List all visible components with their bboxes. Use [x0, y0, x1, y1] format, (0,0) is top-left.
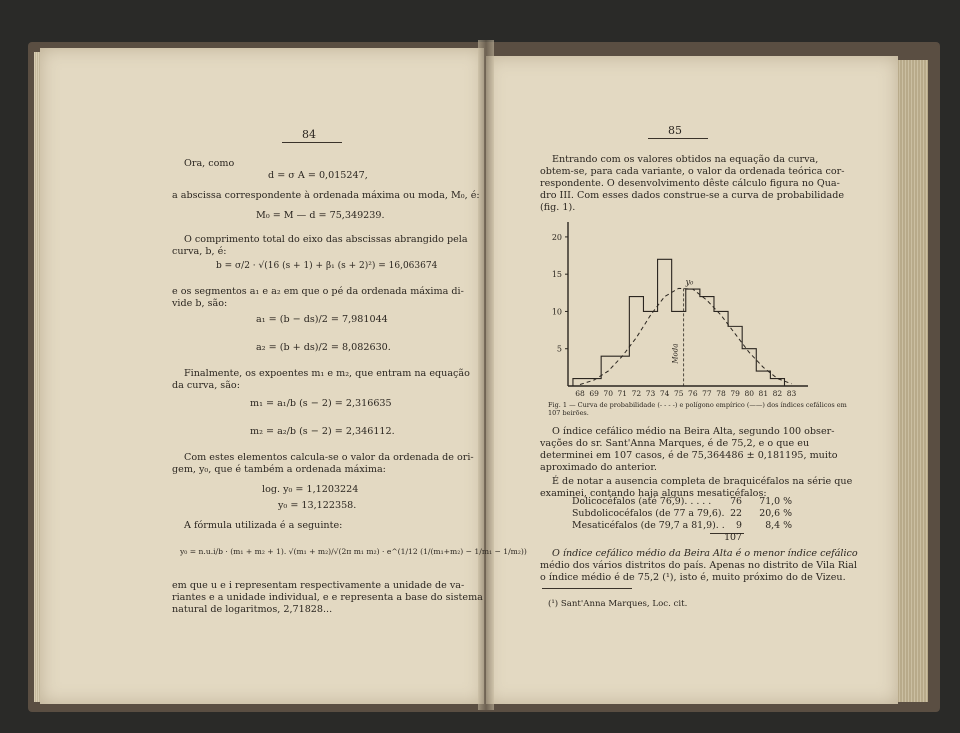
probability-chart [538, 216, 828, 400]
x-tick-label: 69 [589, 389, 599, 398]
x-tick-label: 78 [716, 389, 726, 398]
cephalic-table [572, 496, 802, 546]
x-tick-label: 76 [688, 389, 698, 398]
table-cell-count: 9 [736, 520, 742, 531]
text-line: dro III. Com esses dados construe-se a curva de probabilidade [540, 190, 845, 201]
x-tick-label: 70 [603, 389, 613, 398]
text-line: O comprimento total do eixo das abscissas abrangido pela [184, 234, 468, 245]
text-line: obtem-se, para cada variante, o valor da ordenada teórica cor- [540, 166, 845, 177]
text-line: riantes e a unidade individual, e e representa a base do sistema [172, 592, 483, 603]
y-tick-label: 10 [551, 307, 562, 317]
footnote-rule [542, 588, 632, 589]
formula: m₁ = a₁/b (s − 2) = 2,316635 [250, 398, 392, 409]
table-cell-count: 76 [730, 496, 742, 507]
page-number-rule [282, 142, 342, 143]
text-line: o índice médio é de 75,2 (¹), isto é, muito próximo do de Vizeu. [540, 572, 846, 583]
book-gutter [478, 40, 494, 710]
text-line: O índice cefálico médio da Beira Alta é o menor índice cefálico [552, 548, 858, 559]
table-cell-percent: 71,0 % [759, 496, 792, 507]
x-tick-label: 79 [730, 389, 740, 398]
x-tick-label: 83 [786, 389, 797, 398]
text-line: médio dos vários distritos do país. Apenas no distrito de Vila Rial [540, 560, 857, 571]
text-line: (fig. 1). [540, 202, 576, 213]
text-line: em que u e i representam respectivamente a unidade de va- [172, 580, 465, 591]
figure-caption: Fig. 1 — Curva de probabilidade (- - - -) e polígono empírico (——) dos índices cefálicos em 107 beirões. [548, 401, 847, 417]
x-tick-label: 82 [772, 389, 783, 398]
right-page-edges [896, 60, 928, 702]
text-line: da curva, são: [172, 380, 240, 391]
text-line: vações do sr. Sant'Anna Marques, é de 75,2, e o que eu [540, 438, 810, 449]
formula: a₁ = (b − ds)/2 = 7,981044 [256, 314, 388, 325]
footnote: (¹) Sant'Anna Marques, Loc. cit. [548, 599, 688, 609]
text-line: determinei em 107 casos, é de 75,364486 ± 0,181195, muito [540, 450, 838, 461]
y-tick-label: 5 [556, 344, 562, 354]
text-line: gem, y₀, que é também a ordenada máxima: [172, 464, 386, 475]
moda-annotation: Moda [671, 343, 680, 364]
formula: m₂ = a₂/b (s − 2) = 2,346112. [250, 426, 395, 437]
chart-marks [573, 259, 799, 386]
y-tick-label: 15 [551, 270, 562, 280]
x-tick-label: 75 [673, 389, 684, 398]
text-line: e os segmentos a₁ e a₂ em que o pé da ordenada máxima di- [172, 286, 464, 297]
text-line: respondente. O desenvolvimento dêste cálculo figura no Qua- [540, 178, 840, 189]
text-line: Entrando com os valores obtidos na equação da curva, [552, 154, 819, 165]
table-cell-percent: 8,4 % [765, 520, 792, 531]
text-line: vide b, são: [172, 298, 228, 309]
page-number-left: 84 [302, 128, 316, 141]
x-tick-label: 68 [575, 389, 585, 398]
y-tick-label: 20 [551, 232, 562, 242]
text-line: O índice cefálico médio na Beira Alta, segundo 100 obser- [552, 426, 835, 437]
text-line: a abscissa correspondente à ordenada máxima ou moda, M₀, é: [172, 190, 480, 201]
text-line: M₀ = M — d = 75,349239. [256, 210, 385, 221]
y0-annotation: y₀ [685, 277, 694, 287]
table-cell-percent: 20,6 % [759, 508, 792, 519]
table-cell-label: Subdolicocéfalos (de 77 a 79,6). [572, 508, 725, 519]
page-number-rule [648, 138, 708, 139]
text-line: Finalmente, os expoentes m₁ e m₂, que entram na equação [184, 368, 470, 379]
x-tick-label: 77 [702, 389, 712, 398]
x-tick-label: 72 [631, 389, 642, 398]
table-total: 107 [724, 532, 742, 543]
text-line: natural de logaritmos, 2,71828... [172, 604, 333, 615]
table-cell-count: 22 [730, 508, 742, 519]
text-line: Com estes elementos calcula-se o valor da ordenada de ori- [184, 452, 474, 463]
text-line: Ora, como [184, 158, 235, 169]
x-tick-label: 73 [645, 389, 656, 398]
text-line: d = σ A = 0,015247, [268, 170, 368, 181]
text-line: É de notar a ausencia completa de braquicéfalos na série que [552, 476, 853, 487]
formula: y₀ = 13,122358. [278, 500, 357, 511]
x-tick-label: 74 [659, 389, 670, 398]
table-cell-label: Mesaticéfalos (de 79,7 a 81,9). . [572, 520, 725, 531]
formula: b = σ/2 · √(16 (s + 1) + β₁ (s + 2)²) = 16,063674 [216, 261, 438, 271]
formula: a₂ = (b + ds)/2 = 8,082630. [256, 342, 391, 353]
x-tick-label: 80 [744, 389, 755, 398]
formula: y₀ = n.u.i/b · (m₁ + m₂ + 1). √(m₁ + m₂)/√(2π m₁ m₂) · e^(1/12 (1/(m₁+m₂) − 1/m₁ − 1/m₂)) [180, 547, 527, 556]
x-tick-label: 81 [758, 389, 769, 398]
text-line: curva, b, é: [172, 246, 227, 257]
formula: log. y₀ = 1,1203224 [262, 484, 359, 495]
table-cell-label: Dolicocéfalos (até 76,9). . . . . [572, 496, 712, 507]
page-number-right: 85 [668, 124, 682, 137]
text-line: examinei, contando haja alguns mesaticéfalos: [540, 488, 767, 499]
text-line: A fórmula utilizada é a seguinte: [184, 520, 343, 531]
x-tick-label: 71 [617, 389, 628, 398]
text-line: aproximado do anterior. [540, 462, 657, 473]
